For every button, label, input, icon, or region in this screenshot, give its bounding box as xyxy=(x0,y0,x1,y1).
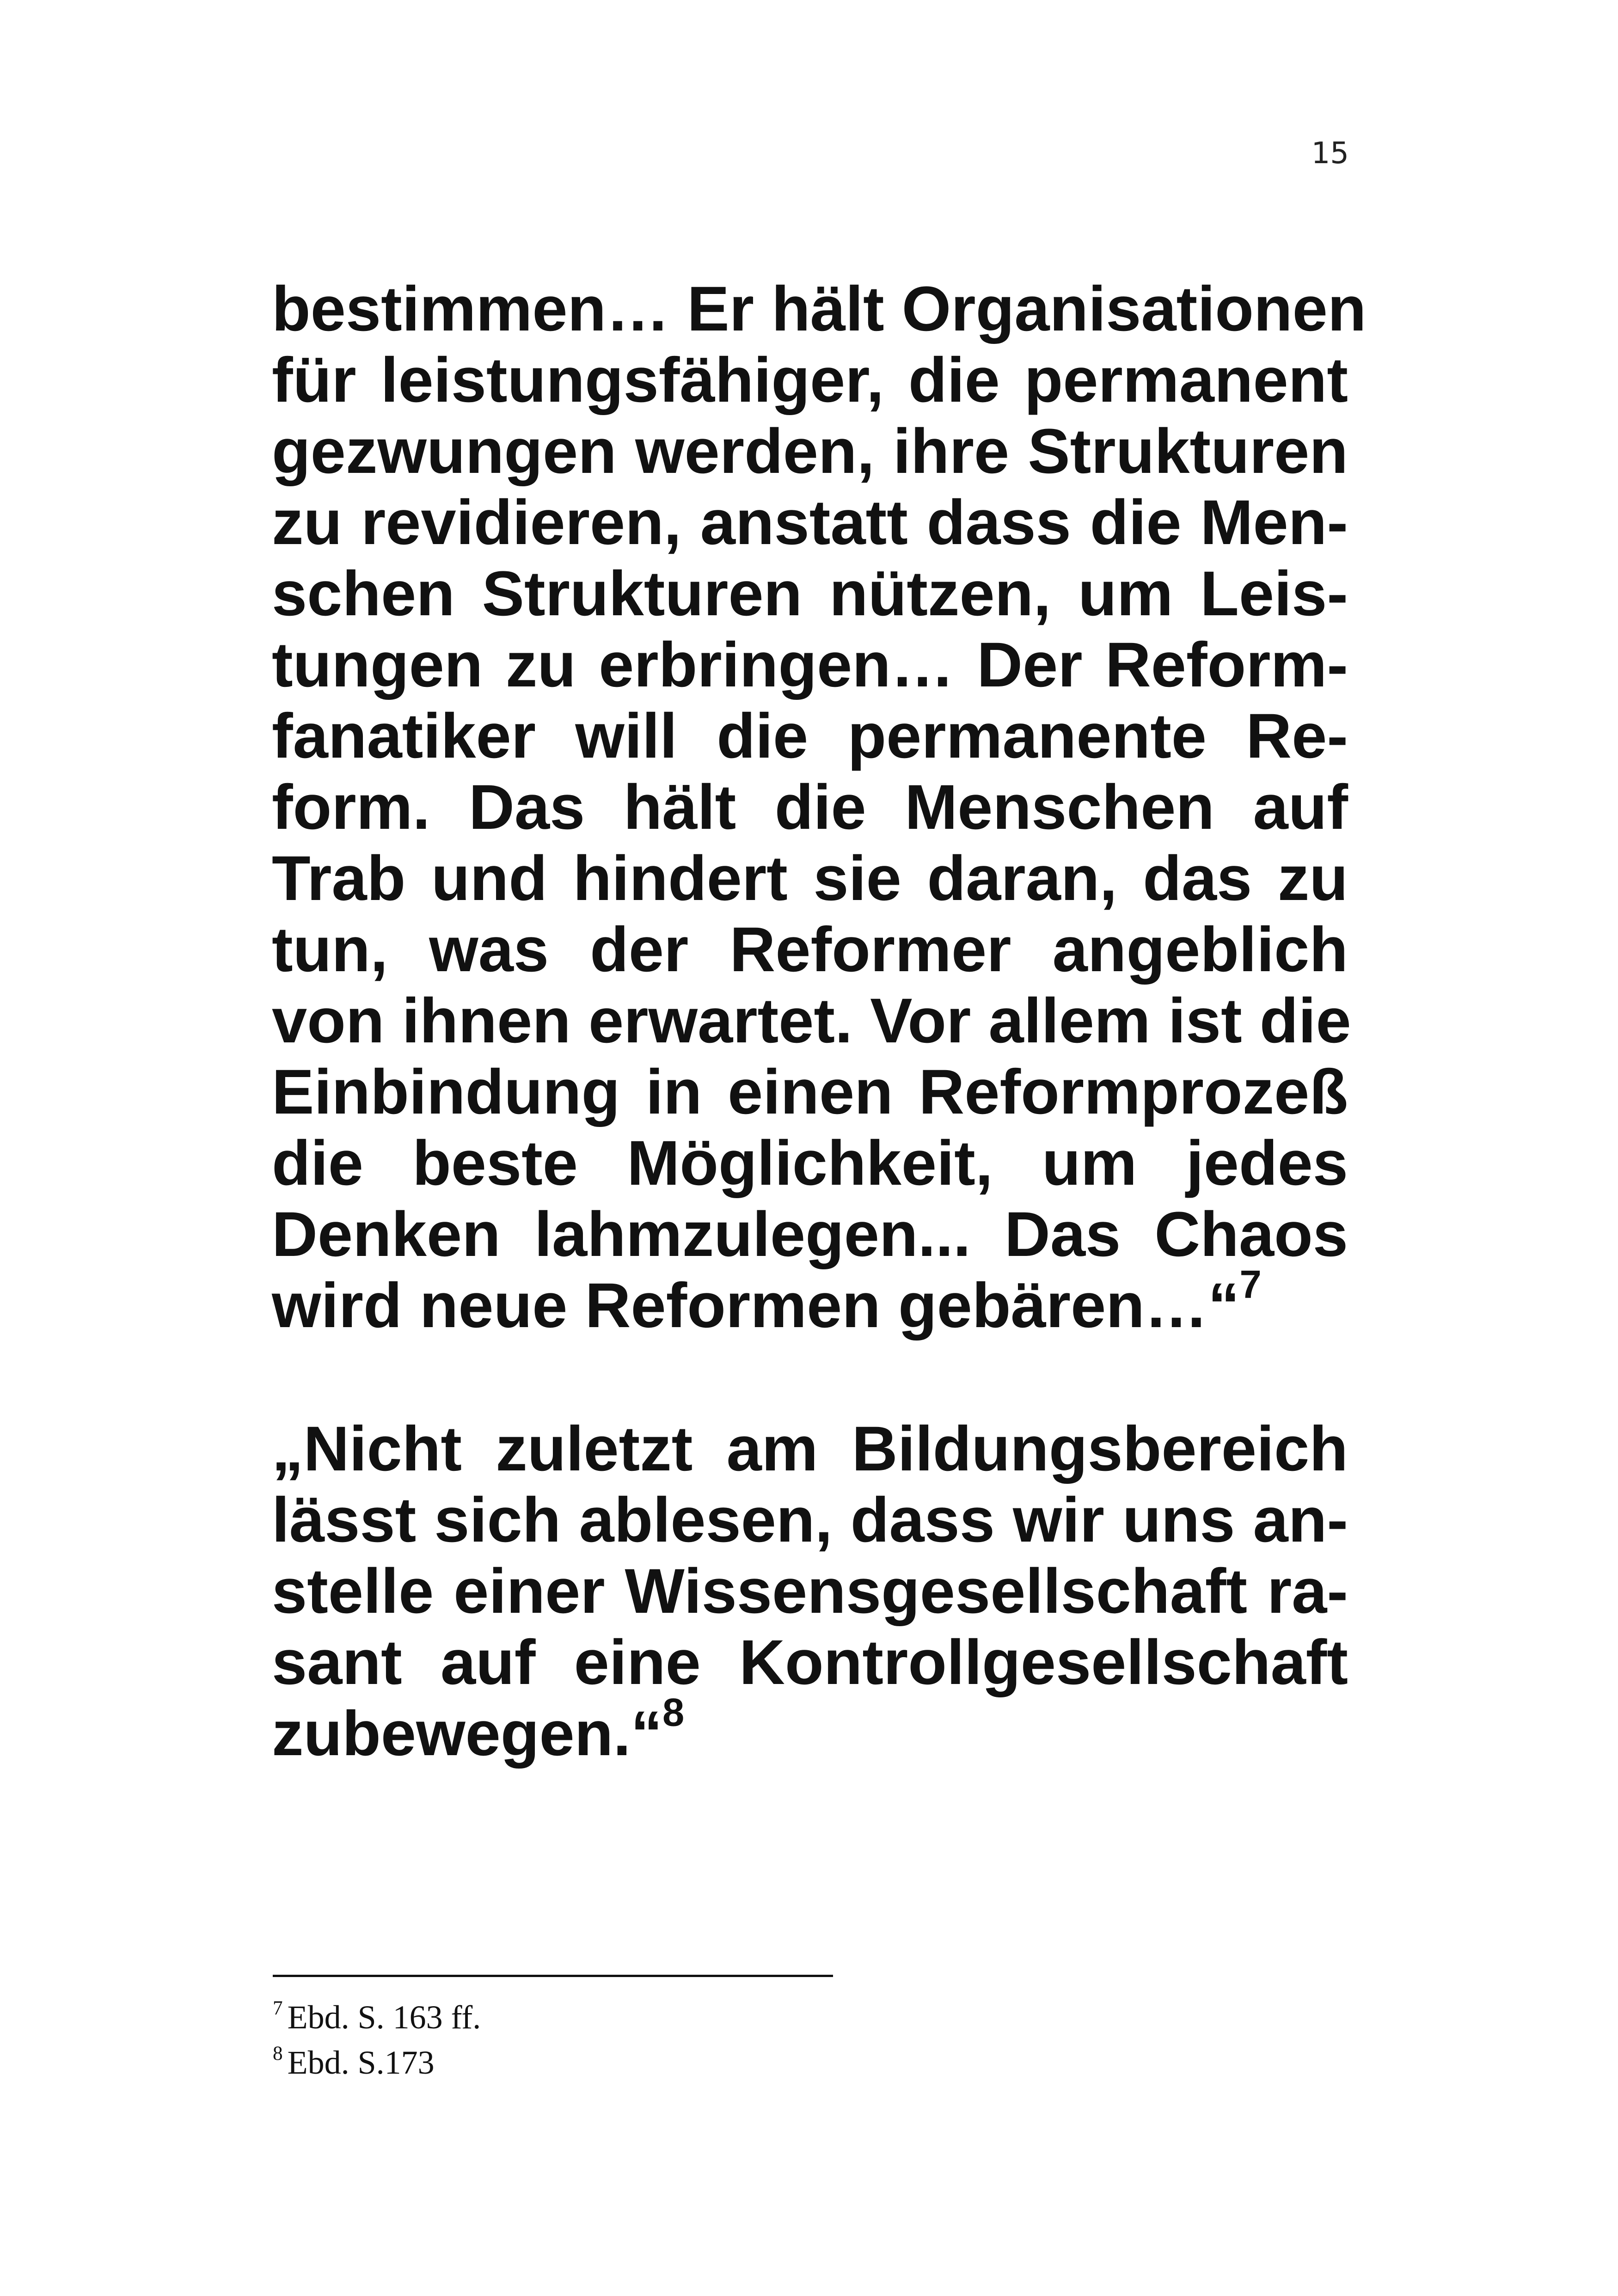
footnote-8 xyxy=(273,2040,481,2085)
text-line: zu revidieren, anstatt dass die Men- xyxy=(272,487,1348,558)
text-line xyxy=(272,1690,1348,1769)
text-line: bestimmen… Er hält Organisationen xyxy=(272,274,1367,344)
page-number: 15 xyxy=(1311,136,1349,171)
text-line: Denken lahmzulegen... Das Chaos xyxy=(272,1199,1348,1270)
text-line: gezwungen werden, ihre Strukturen xyxy=(272,416,1348,487)
footnote-separator xyxy=(273,1975,833,1977)
text-line: „Nicht zuletzt am Bildungsbereich xyxy=(272,1414,1348,1484)
text-line: von ihnen erwartet. Vor allem ist die xyxy=(272,986,1351,1056)
text-line-content: wird neue Reformen gebären…“ xyxy=(272,1270,1240,1341)
text-line: form. Das hält die Menschen auf xyxy=(272,772,1348,843)
text-line: für leistungsfähiger, die permanent xyxy=(272,345,1348,416)
footnote-text: Ebd. S.173 xyxy=(287,2044,435,2081)
text-line: stelle einer Wissensgesellschaft ra- xyxy=(272,1556,1348,1627)
text-line-content: zubewegen.“ xyxy=(272,1698,662,1769)
text-line: schen Strukturen nützen, um Leis- xyxy=(272,558,1348,629)
paragraph-1 xyxy=(272,274,1367,1341)
footnote-reference-8[interactable]: 8 xyxy=(662,1690,685,1734)
text-line: Einbindung in einen Reformprozeß xyxy=(272,1057,1348,1127)
footnote-number: 8 xyxy=(273,2042,283,2064)
footnote-text: Ebd. S. 163 ff. xyxy=(287,1999,481,2036)
footnote-reference-7[interactable]: 7 xyxy=(1239,1262,1262,1306)
text-line: die beste Möglichkeit, um jedes xyxy=(272,1128,1348,1199)
text-line: lässt sich ablesen, dass wir uns an- xyxy=(272,1485,1348,1555)
text-line: Trab und hindert sie daran, das zu xyxy=(272,843,1348,914)
text-line: tun, was der Reformer angeblich xyxy=(272,914,1348,985)
text-line: fanatiker will die permanente Re- xyxy=(272,701,1348,771)
footnote-number: 7 xyxy=(273,1997,283,2019)
paragraph-2 xyxy=(272,1414,1348,1769)
footnote-7 xyxy=(273,1995,481,2040)
text-line: sant auf eine Kontrollgesellschaft xyxy=(272,1627,1348,1698)
footnotes xyxy=(273,1995,481,2085)
text-line: tungen zu erbringen… Der Reform- xyxy=(272,630,1348,700)
text-line xyxy=(272,1262,1348,1341)
